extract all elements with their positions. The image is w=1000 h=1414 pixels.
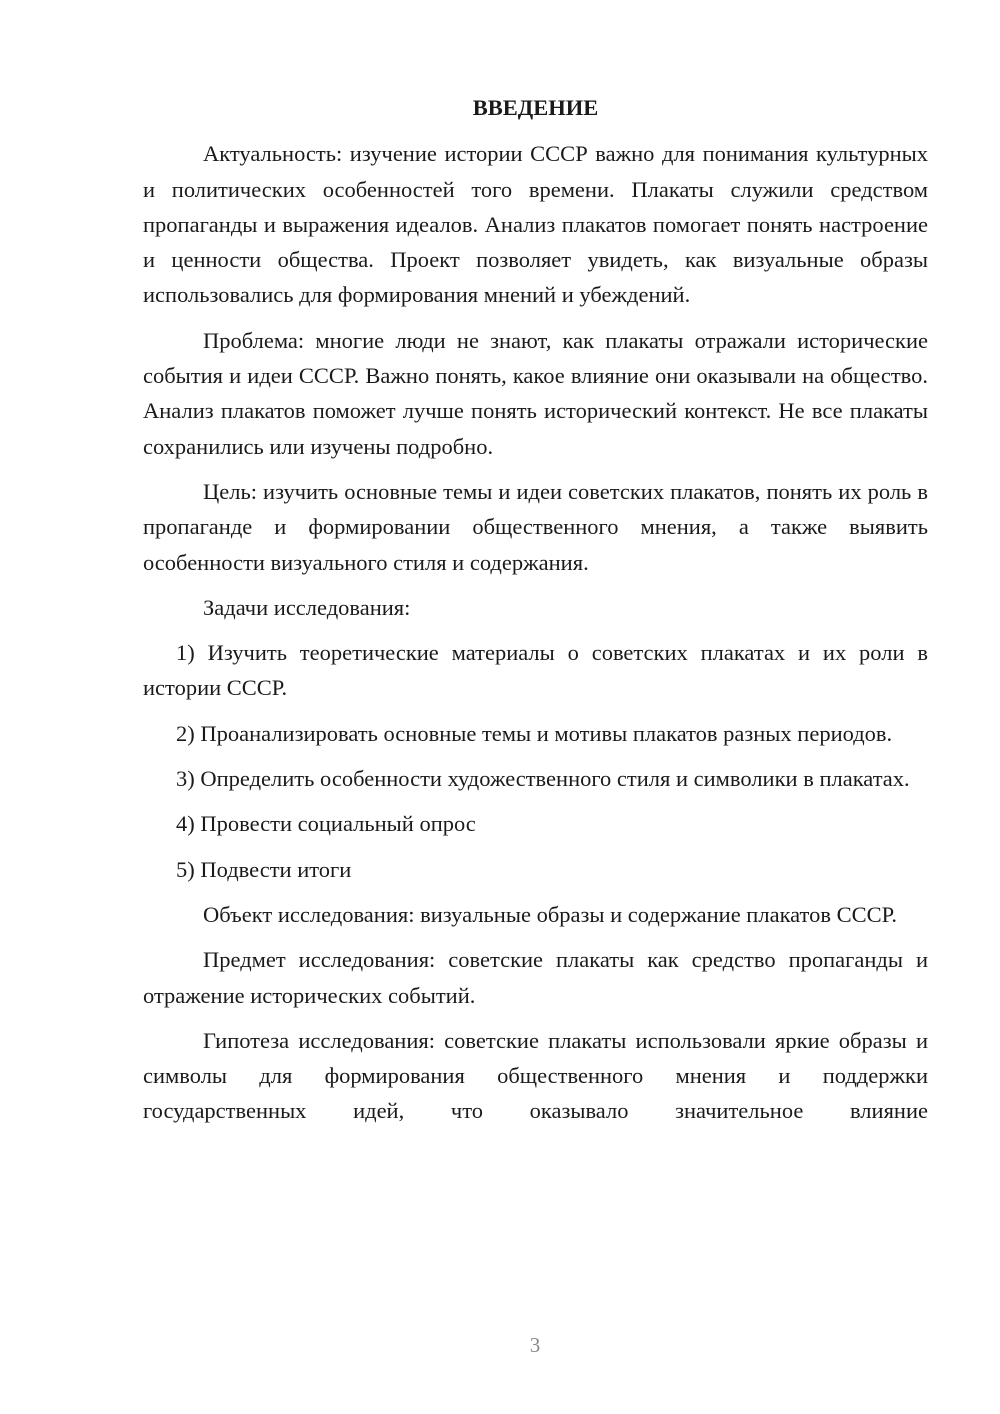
goal-paragraph: Цель: изучить основные темы и идеи советских плакатов, понять их роль в пропаганде и формировании общественного мнения, а также выявить особенности визуального стиля и содержания. xyxy=(143,478,928,575)
task-item: 2) Проанализировать основные темы и мотивы плакатов разных периодов. xyxy=(176,720,893,746)
subject-paragraph: Предмет исследования: советские плакаты как средство пропаганды и отражение исторических событий. xyxy=(143,947,928,1008)
task-item: 1) Изучить теоретические материалы о советских плакатах и их роли в истории СССР. xyxy=(143,640,928,701)
task-item: 5) Подвести итоги xyxy=(176,856,352,882)
task-item: 3) Определить особенности художественного стиля и символики в плакатах. xyxy=(176,766,910,792)
hypothesis-paragraph: Гипотеза исследования: советские плакаты использовали яркие образы и символы для формирования общественного мнения и поддержки государственных идей, что оказывало значительное влияние xyxy=(143,1027,928,1124)
problem-paragraph: Проблема: многие люди не знают, как плакаты отражали исторические события и идеи СССР. Важно понять, какое влияние они оказывали на общество. Анализ плакатов поможет лучше понять исторический контекст. Не все плакаты сохранились или изучены подробно. xyxy=(143,327,928,459)
object-paragraph: Объект исследования: визуальные образы и содержание плакатов СССР. xyxy=(203,901,897,927)
task-item: 4) Провести социальный опрос xyxy=(176,811,476,837)
relevance-paragraph: Актуальность: изучение истории СССР важно для понимания культурных и политических особенностей того времени. Плакаты служили средством пропаганды и выражения идеалов. Анализ плакатов помогает понять настроение и ценности общества. Проект позволяет увидеть, как визуальные образы использовались для формирования мнений и убеждений. xyxy=(143,141,928,308)
page-number: 3 xyxy=(529,1333,541,1357)
tasks-heading: Задачи исследования: xyxy=(203,594,411,620)
page-content xyxy=(143,90,928,1139)
section-title: ВВЕДЕНИЕ xyxy=(472,95,599,120)
